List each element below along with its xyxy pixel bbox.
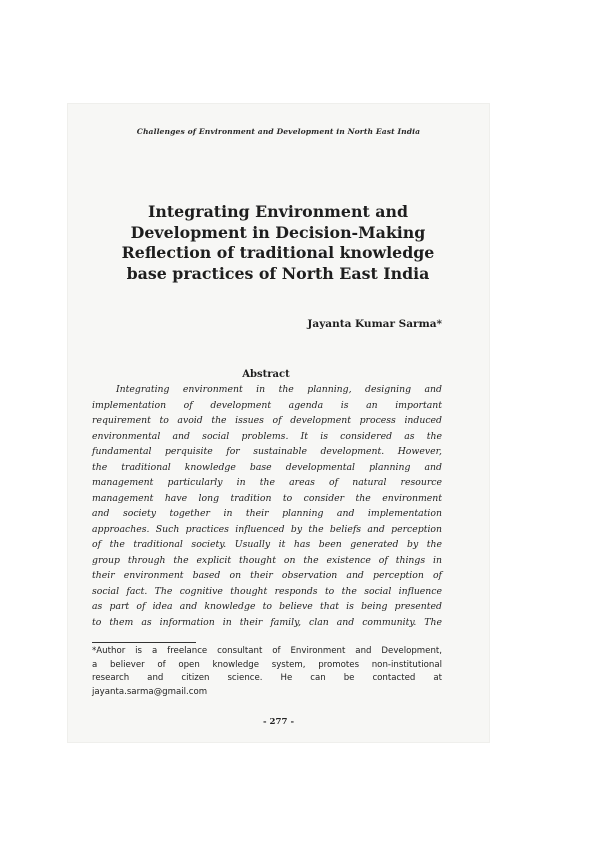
author-name: Jayanta Kumar Sarma* [307, 318, 442, 330]
abstract-line: management particularly in the areas of natural resource [92, 477, 442, 488]
footnote-line: *Author is a freelance consultant of Environment and Development, [92, 646, 442, 656]
abstract-line: social fact. The cognitive thought responds to the social influence [92, 585, 442, 597]
abstract-line: Integrating environment in the planning, designing and [116, 384, 442, 395]
article-title [88, 202, 468, 284]
abstract-line: the traditional knowledge base developmental planning and [92, 461, 442, 473]
abstract-body [92, 382, 442, 630]
abstract-line: environmental and social problems. It is considered as the [92, 430, 442, 442]
author-footnote [92, 645, 442, 699]
abstract-line: and society together in their planning and implementation [92, 508, 442, 519]
footnote-line: research and citizen science. He can be contacted at [92, 673, 442, 683]
title-line: Integrating Environment and [147, 202, 409, 221]
footnote-rule [92, 642, 196, 643]
abstract-line: their environment based on their observation and perception of [92, 570, 442, 581]
abstract-line: fundamental perquisite for sustainable development. However, [92, 446, 442, 457]
abstract-line: to them as information in their family, clan and community. The [92, 616, 442, 628]
abstract-line: management have long tradition to consider the environment [92, 492, 442, 504]
abstract-line: requirement to avoid the issues of development process induced [92, 415, 442, 426]
running-head: Challenges of Environment and Development in North East India [136, 127, 421, 136]
title-line: Reflection of traditional knowledge [121, 243, 435, 263]
abstract-line: group through the explicit thought on the existence of things in [92, 554, 442, 566]
footnote-line: a believer of open knowledge system, promotes non-institutional [92, 659, 442, 670]
page-number: - 277 - [262, 717, 295, 727]
abstract-line: implementation of development agenda is an important [92, 399, 442, 411]
abstract-line: as part of idea and knowledge to believe that is being presented [92, 601, 442, 612]
title-line: Development in Decision-Making [130, 222, 426, 242]
abstract-line: of the traditional society. Usually it has been generated by the [92, 539, 442, 550]
abstract-heading: Abstract [242, 369, 290, 380]
abstract-line: approaches. Such practices influenced by the beliefs and perception [92, 523, 442, 535]
footnote-email: jayanta.sarma@gmail.com [92, 686, 208, 697]
title-line: base practices of North East India [126, 263, 430, 283]
